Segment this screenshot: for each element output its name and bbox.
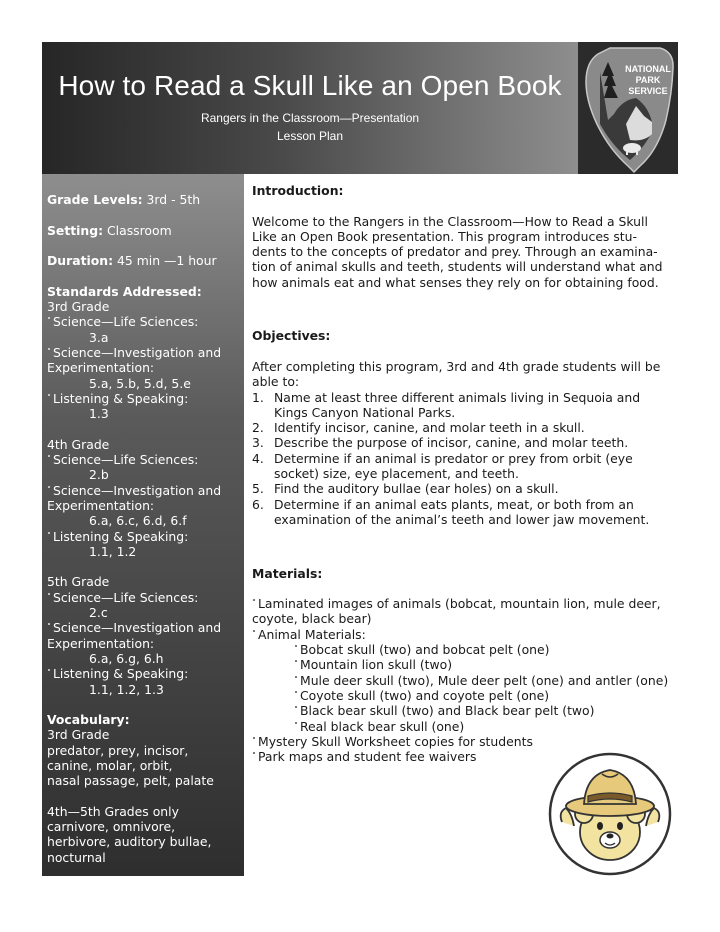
vocab-grade45: 4th—5th Grades only xyxy=(47,803,179,819)
standards-heading: Standards Addressed: xyxy=(47,283,202,299)
setting: Setting: Classroom xyxy=(47,222,172,238)
duration: Duration: 45 min —1 hour xyxy=(47,253,217,269)
vocab-terms: carnivore, omnivore, xyxy=(47,819,176,835)
subtitle-line-1: Rangers in the Classroom—Presentation xyxy=(200,111,420,125)
standards-grade5: 5th Grade xyxy=(47,574,110,590)
material-item-cont: coyote, black bear) xyxy=(252,611,372,627)
objective-item: 2. Identify incisor, canine, and molar teeth in a skull. xyxy=(252,420,585,436)
standard-codes: 2.b xyxy=(89,467,109,483)
logo-text-park: PARK xyxy=(635,75,661,85)
material-subitem: ˚ Real black bear skull (one) xyxy=(294,718,465,734)
standard-codes: 1.1, 1.2, 1.3 xyxy=(89,681,164,697)
standard-item: ˚ Science—Life Sciences: xyxy=(47,589,199,605)
objectives-intro: After completing this program, 3rd and 4th grade students will be able to: xyxy=(252,358,661,390)
page-subtitle xyxy=(42,109,578,145)
vocab-terms: herbivore, auditory bullae, xyxy=(47,834,212,850)
objective-item: 5. Find the auditory bullae (ear holes) on a skull. xyxy=(252,481,559,497)
vocab-terms: canine, molar, orbit, xyxy=(47,757,173,773)
standard-item: ˚ Listening & Speaking: xyxy=(47,528,189,544)
objective-item: 1. Name at least three different animals living in Sequoia and Kings Canyon National Parks. xyxy=(252,389,641,420)
sidebar-content xyxy=(47,192,243,865)
standard-item: ˚ Science—Life Sciences: xyxy=(47,314,199,330)
objectives-heading: Objectives: xyxy=(252,328,331,344)
main-content xyxy=(252,183,682,764)
vocab-terms: predator, prey, incisor, xyxy=(47,742,189,758)
materials-heading: Materials: xyxy=(252,565,323,581)
material-item: ˚ Park maps and student fee waivers xyxy=(252,749,477,765)
nps-logo xyxy=(578,42,678,174)
standard-codes: 1.1, 1.2 xyxy=(89,543,137,559)
vocab-grade3: 3rd Grade xyxy=(47,727,110,743)
material-subitem: ˚ Mule deer skull (two), Mule deer pelt (one) and antler (one) xyxy=(294,672,669,688)
objective-item: 6. Determine if an animal eats plants, meat, or both from an examination of the animal’s teeth and lower jaw movement. xyxy=(252,496,650,527)
materials-list xyxy=(252,596,682,764)
objective-item: 3. Describe the purpose of incisor, canine, and molar teeth. xyxy=(252,435,629,451)
standard-item-cont: Experimentation: xyxy=(47,635,155,651)
standard-item-cont: Experimentation: xyxy=(47,360,155,376)
ranger-bear-mascot-icon xyxy=(548,752,672,876)
page-title: How to Read a Skull Like an Open Book xyxy=(58,70,562,101)
standard-codes: 2.c xyxy=(89,605,108,621)
standard-item: ˚ Science—Investigation and xyxy=(47,620,222,636)
material-item: ˚ Animal Materials: xyxy=(252,626,366,642)
introduction-text: Welcome to the Rangers in the Classroom—How to Read a Skull Like an Open Book presentation. This program introduces stu- dents to the concepts of predator and prey. Through an examina- tion of animal skulls and teeth, students will understand what and how animals eat and what senses they rely on for obtaining food. xyxy=(252,213,663,290)
standard-item: ˚ Science—Life Sciences: xyxy=(47,452,199,468)
standard-item: ˚ Science—Investigation and xyxy=(47,482,222,498)
standard-codes: 5.a, 5.b, 5.d, 5.e xyxy=(89,375,191,391)
objectives-list xyxy=(252,390,682,528)
subtitle-line-2: Lesson Plan xyxy=(276,129,344,143)
standards-grade4: 4th Grade xyxy=(47,436,110,452)
sidebar xyxy=(42,174,244,876)
material-item: ˚ Laminated images of animals (bobcat, mountain lion, mule deer, xyxy=(252,596,661,612)
introduction-heading: Introduction: xyxy=(252,183,344,198)
vocab-terms: nocturnal xyxy=(47,849,106,865)
header-banner xyxy=(42,42,578,174)
standard-codes: 1.3 xyxy=(89,406,109,422)
standard-codes: 6.a, 6.g, 6.h xyxy=(89,650,164,666)
logo-text-service: SERVICE xyxy=(628,86,668,96)
standard-codes: 3.a xyxy=(89,329,109,345)
vocab-terms: nasal passage, pelt, palate xyxy=(47,773,214,789)
standard-item: ˚ Listening & Speaking: xyxy=(47,666,189,682)
standards-grade3: 3rd Grade xyxy=(47,299,110,315)
material-subitem: ˚ Coyote skull (two) and coyote pelt (one) xyxy=(294,687,550,703)
material-subitem: ˚ Mountain lion skull (two) xyxy=(294,657,453,673)
material-subitem: ˚ Bobcat skull (two) and bobcat pelt (one) xyxy=(294,642,550,658)
logo-text-national: NATIONAL xyxy=(625,64,671,74)
standard-item: ˚ Science—Investigation and xyxy=(47,344,222,360)
grade-levels: Grade Levels: 3rd - 5th xyxy=(47,192,201,207)
standard-item: ˚ Listening & Speaking: xyxy=(47,390,189,406)
arrowhead-logo-icon xyxy=(578,42,678,174)
standard-codes: 6.a, 6.c, 6.d, 6.f xyxy=(89,513,187,529)
standard-item-cont: Experimentation: xyxy=(47,497,155,513)
objective-item: 4. Determine if an animal is predator or prey from orbit (eye socket) size, eye placement, and teeth. xyxy=(252,450,633,482)
vocabulary-heading: Vocabulary: xyxy=(47,712,130,728)
material-item: ˚ Mystery Skull Worksheet copies for students xyxy=(252,733,533,749)
material-subitem: ˚ Black bear skull (two) and Black bear pelt (two) xyxy=(294,703,595,719)
